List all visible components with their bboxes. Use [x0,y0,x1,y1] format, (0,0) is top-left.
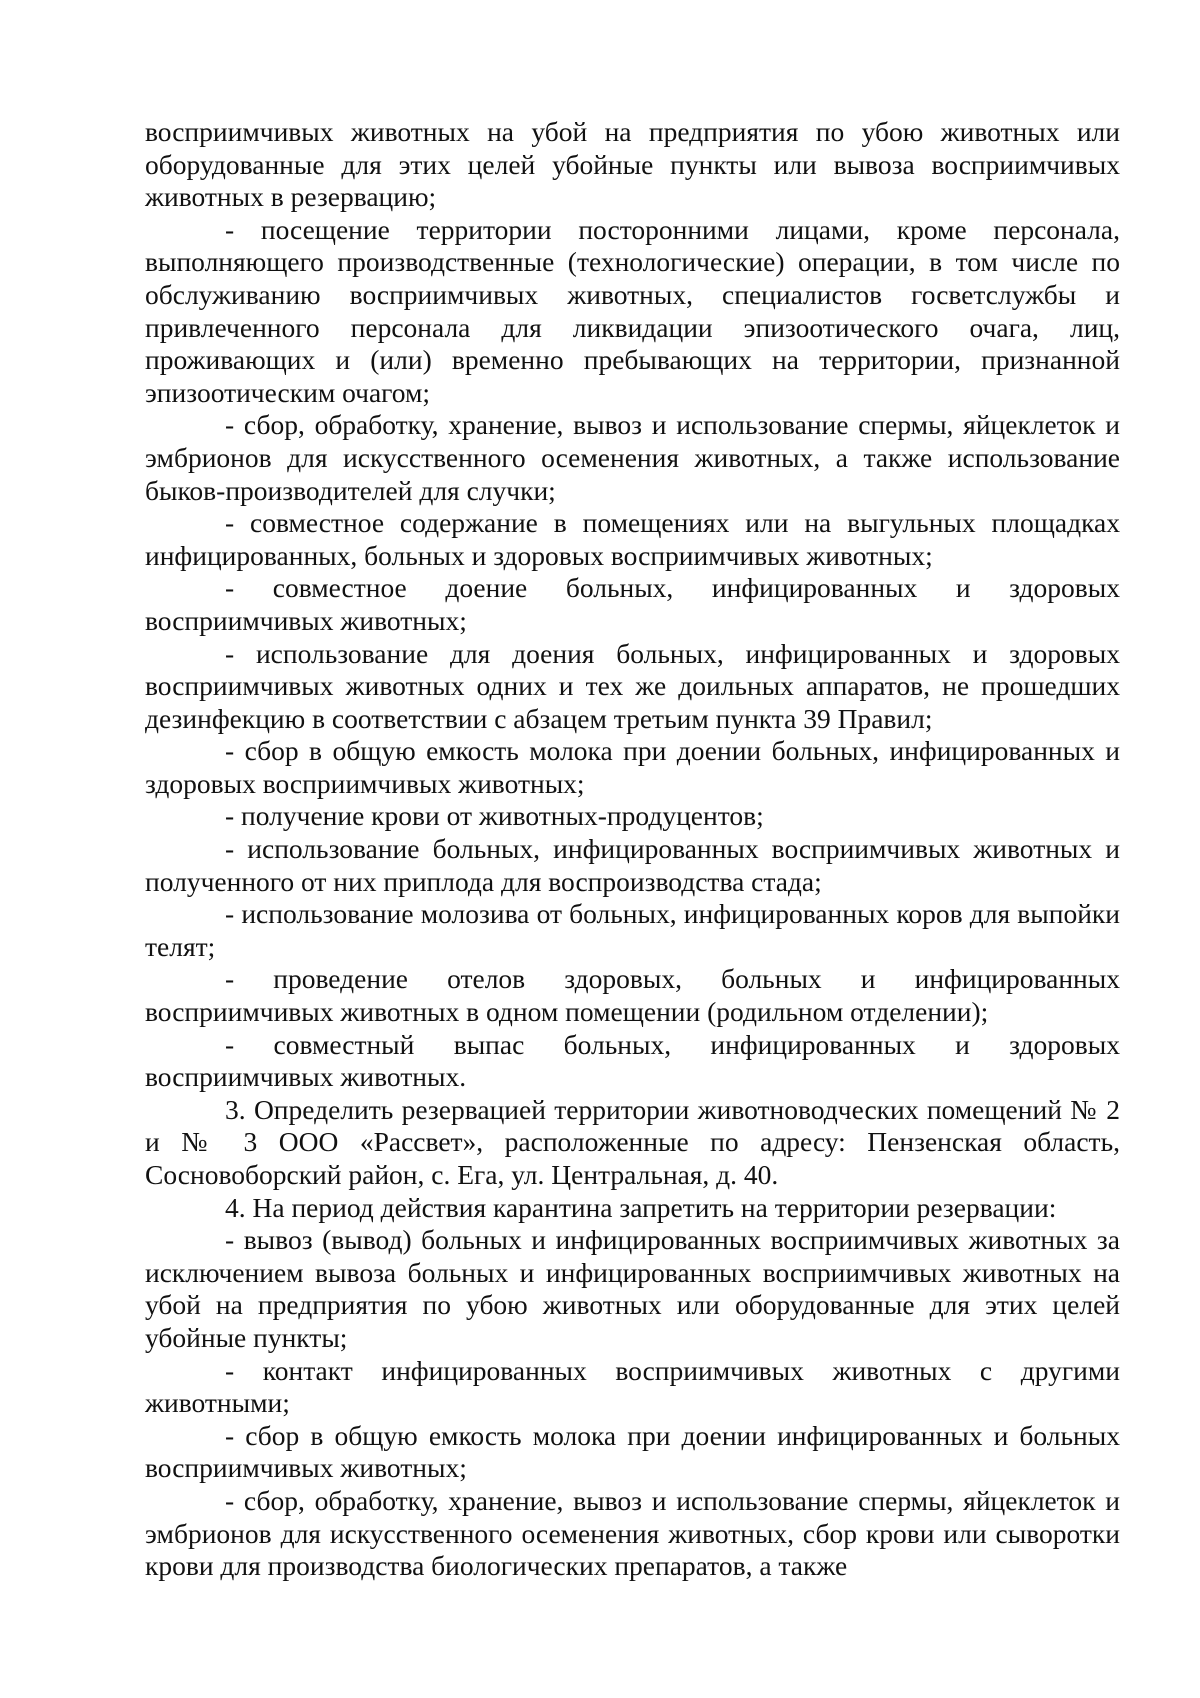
paragraph-removal-ban: - вывоз (вывод) больных и инфицированных восприимчивых животных за исключением вывоза больных и инфицированных восприимчивых животных на убой на предприятия по убою животных или оборудованные для этих целей убойные пункты; [145,1224,1120,1353]
paragraph-calving-ban: - проведение отелов здоровых, больных и инфицированных восприимчивых животных в одном помещении (родильном отделении); [145,963,1120,1028]
paragraph-item-3-reservation: 3. Определить резервацией территории животноводческих помещений № 2 и № 3 ООО «Рассвет», расположенные по адресу: Пензенская область, Сосновоборский район, с. Ега, ул. Центральная, д. 40. [145,1093,1120,1190]
paragraph-milk-collection-ban: - сбор в общую емкость молока при доении больных, инфицированных и здоровых восприимчивых животных; [145,735,1120,799]
paragraph-joint-keeping-ban: - совместное содержание в помещениях или на выгульных площадках инфицированных, больных и здоровых восприимчивых животных; [145,507,1120,571]
document-page [145,116,1120,1583]
paragraph-colostrum-ban: - использование молозива от больных, инфицированных коров для выпойки телят; [145,898,1120,962]
paragraph-blood-collection-ban: - получение крови от животных-продуцентов; [225,800,764,832]
paragraph-sperm-collection-ban: - сбор, обработку, хранение, вывоз и использование спермы, яйцеклеток и эмбрионов для искусственного осеменения животных, а также использование быков-производителей для случки; [145,409,1120,506]
paragraph-milking-equipment-ban: - использование для доения больных, инфицированных и здоровых восприимчивых животных одних и тех же доильных аппаратов, не прошедших дезинфекцию в соответствии с абзацем третьим пункта 39 Правил; [145,637,1120,734]
paragraph-milk-collection-reservation-ban: - сбор в общую емкость молока при доении инфицированных и больных восприимчивых животных; [145,1419,1120,1484]
paragraph-grazing-ban: - совместный выпас больных, инфицированных и здоровых восприимчивых животных. [145,1028,1120,1093]
paragraph-visitors-ban: - посещение территории посторонними лицами, кроме персонала, выполняющего производственные (технологические) операции, в том числе по обслуживанию восприимчивых животных, специалистов госветслужбы и привлеченного персонала для ликвидации эпизоотического очага, лиц, проживающих и (или) временно пребывающих на территории, признанной эпизоотическим очагом; [145,213,1120,408]
paragraph-joint-milking-ban: - совместное доение больных, инфицированных и здоровых восприимчивых животных; [145,572,1120,636]
paragraph-reproduction-ban: - использование больных, инфицированных восприимчивых животных и полученного от них приплода для воспроизводства стада; [145,833,1120,897]
paragraph-biomaterial-ban: - сбор, обработку, хранение, вывоз и использование спермы, яйцеклеток и эмбрионов для искусственного осеменения животных, сбор крови или сыворотки крови для производства биологических препаратов, а также [145,1484,1120,1582]
paragraph-contact-ban: - контакт инфицированных восприимчивых животных с другими животными; [145,1354,1120,1419]
paragraph-item-4-quarantine: 4. На период действия карантина запретить на территории резервации: [225,1191,1057,1223]
paragraph-continuation: восприимчивых животных на убой на предприятия по убою животных или оборудованные для этих целей убойные пункты или вывоза восприимчивых животных в резервацию; [145,116,1120,213]
